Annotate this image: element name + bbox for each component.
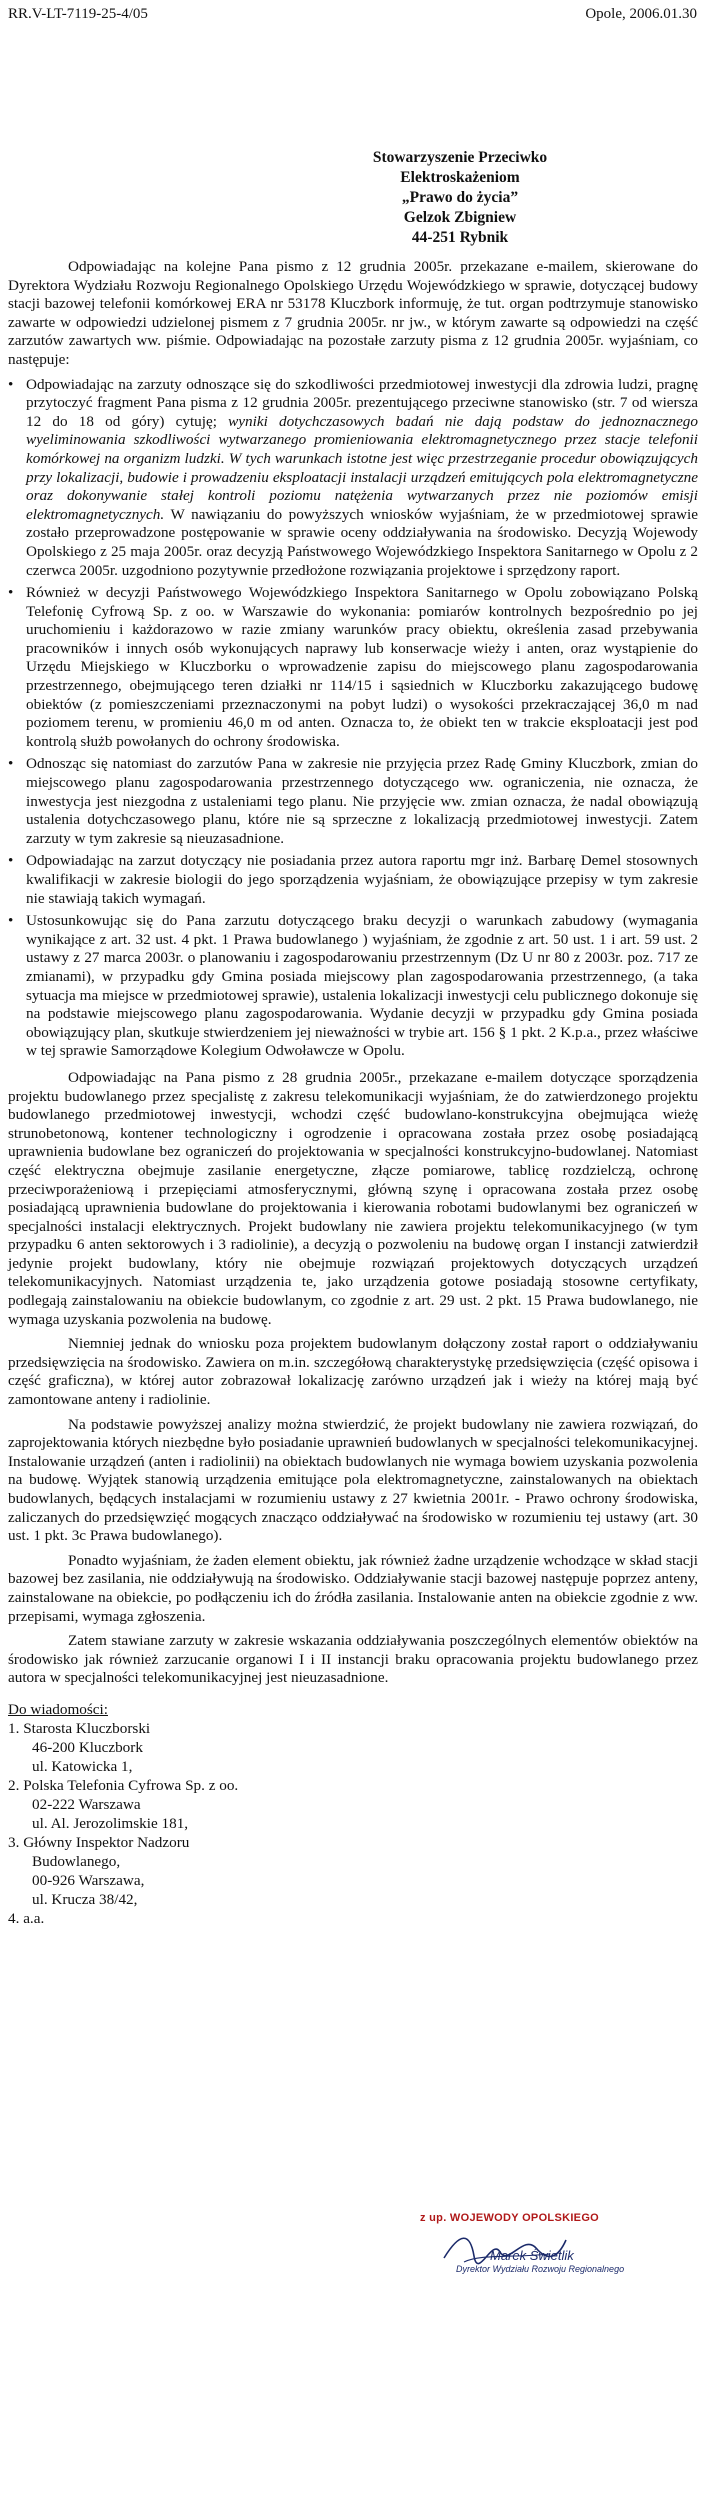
body-paragraph: Odpowiadając na Pana pismo z 28 grudnia 2005r., przekazane e-mailem dotyczące sporządzenia projektu budowlanego przez specjalistę z zakresu telekomunikacji wyjaśniam, że do zatwierdzonego projektu budowlanego przedmiotowej inwestycji, wchodzi część budowlano-konstrukcyjna obejmująca wieżę strunobetonową, kontener technologiczny i ogrodzenie i opracowana została przez osobę posiadającą uprawnienia budowlane bez ograniczeń do projektowania w specjalności konstrukcyjno-budowlanej. Natomiast część elektryczna obejmuje zasilanie energetyczne, złącze pomiarowe, tablicę rozdzielczą, ochronę przeciwporażeniową i przepięciami atmosferycznymi, główną szynę i opracowana została przez osobę posiadającą uprawnienia budowlane do projektowania i kierowania robotami budowlanymi bez ograniczeń w specjalności instalacji elektrycznych. Projekt budowlany nie zawiera projektu telekomunikacyjnego (w tym przypadku 6 anten sektorowych i 3 radiolinie), a decyzją o pozwoleniu na budowę organ I instancji zatwierdził jedynie projekt budowlany, który nie obejmuje rozwiązań projektowych dotyczących urządzeń telekomunikacyjnych. Natomiast urządzenia te, jako urządzenia gotowe posiadają stosowne certyfikaty, podlegają zainstalowaniu na obiekcie budowlanym, co zgodnie z art. 29 ust. 2 pkt. 15 Prawa budowlanego, nie wymaga uzyskania pozwolenia na budowę.	[8, 1068, 698, 1328]
body-paragraph: Zatem stawiane zarzuty w zakresie wskazania oddziaływania poszczególnych elementów obiektów na środowisko jak również zarzucanie organowi I i II instancji braku opracowania projektu budowlanego przez autora w specjalności telekomunikacyjnej jest nieuzasadnione.	[8, 1632, 698, 1687]
copy-address-line: 46-200 Kluczbork	[32, 1738, 143, 1756]
bullet-icon: •	[8, 852, 14, 870]
reference-number: RR.V-LT-7119-25-4/05	[8, 6, 148, 22]
bullet-text: Ustosunkowując się do Pana zarzutu dotyczącego braku decyzji o warunkach zabudowy (wymagania wynikające z art. 32 ust. 4 pkt. 1 Prawa budowlanego ) wyjaśniam, że zgodnie z art. 50 ust. 1 i art. 59 ust. 2 ustawy z 27 marca 2003r. o planowaniu i zagospodarowaniu przestrzennym (Dz U nr 80 z 2003r. poz. 717 ze zmianami), w przypadku gdy Gmina posiada miejscowy plan zagospodarowania przestrzennego, (a taka sytuacja ma miejsce w przedmiotowej sprawie), ustalenia lokalizacji inwestycji celu publicznego dokonuje się na podstawie miejscowego planu zagospodarowania. Wydanie decyzji w przypadku gdy Gmina posiada obowiązujący plan, skutkuje stwierdzeniem jej nieważności w trybie art. 156 § 1 pkt. 2 K.p.a., przez właściwe w tej sprawie Samorządowe Kolegium Odwoławcze w Opolu.	[26, 912, 698, 1060]
intro-paragraph: Odpowiadając na kolejne Pana pismo z 12 grudnia 2005r. przekazane e-mailem, skierowane do Dyrektora Wydziału Rozwoju Regionalnego Opolskiego Urzędu Wojewódzkiego w sprawie, dotyczącej budowy stacji bazowej telefonii komórkowej ERA nr 53178 Kluczbork informuję, że tut. organ podtrzymuje stanowisko zawarte w odpowiedzi udzielonej pismem z 7 grudnia 2005r. nr jw., w którym zawarte są odpowiedzi na część zarzutów zawartych ww. piśmie. Odpowiadając na pozostałe zarzuty pisma z 12 grudnia 2005r. wyjaśniam, co następuje:	[8, 258, 698, 368]
body-paragraph: Ponadto wyjaśniam, że żaden element obiektu, jak również żadne urządzenie wchodzące w skład stacji bazowej bez zasilania, nie oddziaływują na środowisko. Oddziaływanie stacji bazowej następuje poprzez anteny, zainstalowane na obiekcie, po podłączeniu ich do źródła zasilania. Instalowanie anten na obiekcie zgodnie z ww. przepisami, wymaga zgłoszenia.	[8, 1551, 698, 1625]
body-paragraph: Niemniej jednak do wniosku poza projektem budowlanym dołączony został raport o oddziaływaniu przedsięwzięcia na środowisko. Zawiera on m.in. szczegółową charakterystykę przedsięwzięcia (część opisowa i część graficzna), w której autor zobrazował lokalizację zarówno urządzeń jak i wieży na której mają być zamontowane anteny i radiolinie.	[8, 1335, 698, 1409]
copy-recipient: 2. Polska Telefonia Cyfrowa Sp. z oo.	[8, 1776, 239, 1794]
bullet-list	[8, 376, 698, 1061]
addressee-block	[330, 148, 590, 248]
bullet-text: Odnosząc się natomiast do zarzutów Pana w zakresie nie przyjęcia przez Radę Gminy Kluczbork, zmian do miejscowego planu zagospodarowania przestrzennego dotyczącego ww. ograniczenia, nie oznacza, że inwestycja jest niezgodna z ustaleniami tego planu. Nie przyjęcie ww. zmian oznacza, że nadal obowiązują ustalenia dotychczasowego planu, które nie są sprzeczne z lokalizacją przedmiotowej inwestycji. Zatem zarzuty w tym zakresie są nieuzasadnione.	[26, 755, 698, 847]
addressee-line: Stowarzyszenie Przeciwko	[372, 149, 548, 166]
bullet-item	[8, 912, 698, 1061]
place-date: Opole, 2006.01.30	[585, 6, 697, 22]
addressee-line: Elektroskażeniom	[400, 169, 520, 186]
bullet-item	[8, 755, 698, 848]
bullet-icon: •	[8, 912, 14, 930]
copy-address-line: Budowlanego,	[32, 1852, 121, 1870]
bullet-text: Również w decyzji Państwowego Wojewódzkiego Inspektora Sanitarnego w Opolu zobowiązano Polską Telefonię Cyfrową Sp. z oo. w Warszawie do wykonania: pomiarów kontrolnych bezpośrednio po jej uruchomieniu i każdorazowo w razie zmiany warunków pracy obiektu, określenia zasad przebywania pracowników i innych osób wykonujących naprawy lub konserwacje wieży i anten, oraz wystąpienie do Urzędu Miejskiego w Kluczborku o wprowadzenie zapisu do miejscowego planu zagospodarowania przestrzennego, obejmującego teren działki nr 114/15 i sąsiednich w Kluczborku zakazującego budowę obiektów (z pomieszczeniami przeznaczonymi na pobyt ludzi) o wysokości przekraczającej 36,0 m nad poziomem terenu, w promieniu 46,0 m od anten. Oznacza to, że obiekt ten w trakcie eksploatacji jest pod kontrolą służb powołanych do ochrony środowiska.	[26, 584, 698, 750]
bullet-item	[8, 376, 698, 581]
copy-address-line: 00-926 Warszawa,	[32, 1871, 145, 1889]
copy-recipient: 3. Główny Inspektor Nadzoru	[8, 1833, 190, 1851]
body-paragraph: Na podstawie powyższej analizy można stwierdzić, że projekt budowlany nie zawiera rozwiązań, do zaprojektowania których niezbędne było posiadanie uprawnień budowlanych w specjalności telekomunikacyjnej. Instalowanie urządzeń (anten i radiolinii) na obiektach budowlanych nie wymaga bowiem uzyskania pozwolenia na budowę. Wyjątek stanowią urządzenia emitujące pola elektromagnetyczne, zainstalowanych na obiektach budowlanych, będących instalacjami w rozumieniu ustawy z 27 kwietnia 2001r. - Prawo ochrony środowiska, zaliczanych do przedsięwzięć mogących znacząco oddziaływać na środowisko w rozumieniu tej ustawy (art. 30 ust. 1 pkt. 3c Prawa budowlanego).	[8, 1415, 698, 1545]
bullet-icon: •	[8, 755, 14, 773]
bullet-item	[8, 852, 698, 908]
letter-body	[8, 258, 698, 1928]
signatory-name: Marek Świetlik	[490, 2248, 574, 2263]
bullet-icon: •	[8, 375, 14, 393]
stamp-header: z up. WOJEWODY OPOLSKIEGO	[420, 2212, 600, 2224]
addressee-line: „Prawo do życia”	[401, 189, 519, 206]
bullet-text: Odpowiadając na zarzut dotyczący nie posiadania przez autora raportu mgr inż. Barbarę Demel stosownych kwalifikacji w zakresie biologii do jego sporządzenia wyjaśniam, że obowiązujące przepisy w tym zakresie nie stawiają takich wymagań.	[26, 852, 698, 907]
copy-address-line: ul. Al. Jerozolimskie 181,	[32, 1814, 189, 1832]
copy-recipient: 1. Starosta Kluczborski	[8, 1719, 151, 1737]
copy-address-line: 02-222 Warszawa	[32, 1795, 141, 1813]
official-stamp	[420, 2212, 670, 2302]
copy-recipient: 4. a.a.	[8, 1909, 45, 1927]
bullet-text: Odpowiadając na zarzuty odnoszące się do szkodliwości przedmiotowej inwestycji dla zdrowia ludzi, pragnę przytoczyć fragment Pana pisma z 12 grudnia 2005r. prezentującego przeciwne stanowisko (str. 7 od wiersza 12 do 18 od góry) cytuję;	[26, 375, 698, 430]
signatory-role: Dyrektor Wydziału Rozwoju Regionalnego	[456, 2264, 625, 2274]
copy-address-line: ul. Krucza 38/42,	[32, 1890, 138, 1908]
copy-address-line: ul. Katowicka 1,	[32, 1757, 133, 1775]
bullet-text-cont: W nawiązaniu do powyższych wniosków wyjaśniam, że w przedmiotowej sprawie zostało przeprowadzone postępowanie w sprawie oceny oddziaływania na środowisko. Decyzją Wojewody Opolskiego z 25 maja 2005r. oraz decyzją Państwowego Wojewódzkiego Inspektora Sanitarnego w Opolu z 2 czerwca 2005r. uzgodniono pozytywnie przedłożone rozwiązania projektowe i sprzędzony raport.	[26, 505, 698, 579]
bullet-icon: •	[8, 584, 14, 602]
copies-title: Do wiadomości:	[8, 1700, 108, 1718]
bullet-item	[8, 584, 698, 751]
addressee-line: Gelzok Zbigniew	[403, 209, 517, 226]
bullet-quote: wyniki dotychczasowych badań nie dają podstaw do jednoznacznego wyeliminowania szkodliwości wytwarzanego promieniowania elektromagnetycznego przez stacje telefonii komórkowej na organizm ludzki. W tych warunkach istotne jest więc przestrzeganie procedur obowiązujących przy lokalizacji, budowie i prowadzeniu eksploatacji instalacji urządzeń emitujących pola elektromagnetyczne oraz dokonywanie stałej kontroli poziomu natężenia wytwarzanych przez nie poziomów emisji elektromagnetycznych.	[26, 412, 698, 523]
copies-list	[8, 1700, 698, 1928]
addressee-line: 44-251 Rybnik	[411, 229, 509, 246]
